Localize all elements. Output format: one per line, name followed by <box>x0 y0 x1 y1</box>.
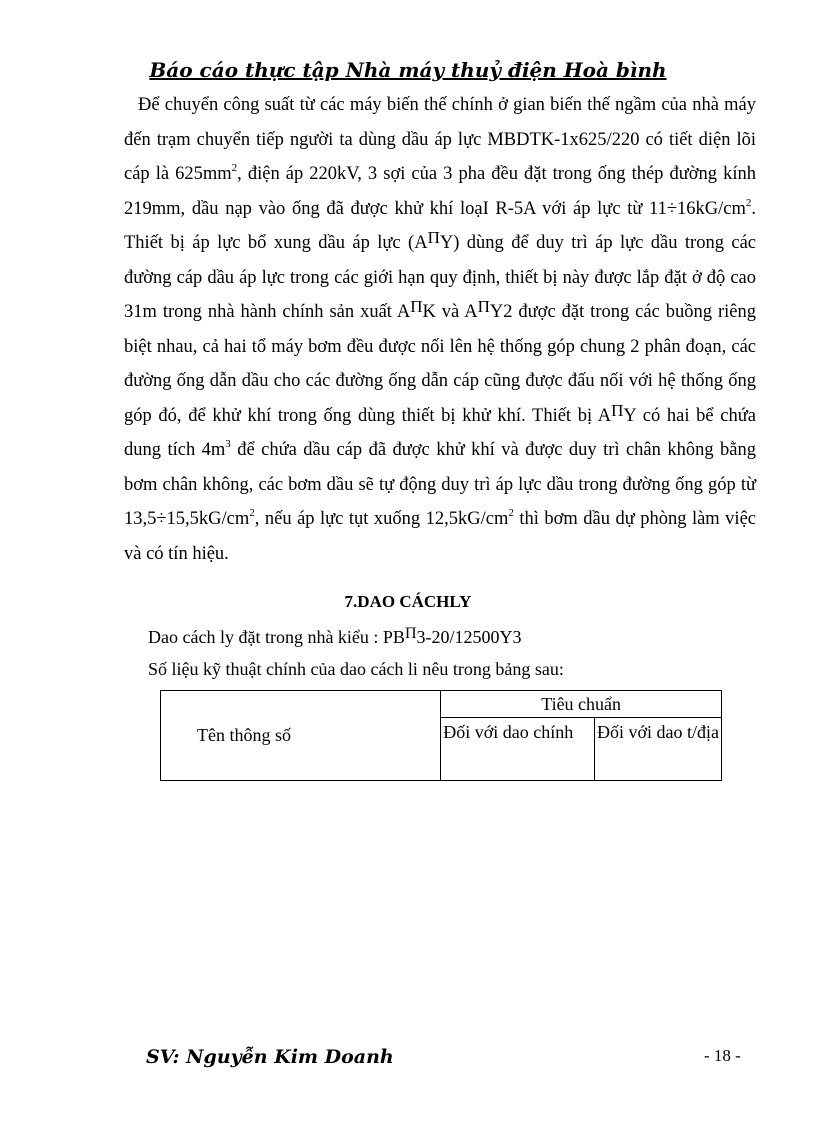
table-intro-line: Số liệu kỹ thuật chính của dao cách li nêu trong bảng sau: <box>148 659 564 679</box>
footer-author: SV: Nguyễn Kim Doanh <box>146 1046 394 1068</box>
page-number: - 18 - <box>704 1046 741 1065</box>
text-run: Y) dùng để duy trì áp lực dầu trong các đường cáp dầu áp lực trong các giới hạn quy định, thiết bị này được lắp đặt ở độ cao 31m trong nhà hành chính sản xuất A <box>124 233 756 322</box>
text-run: , điện áp 220kV, 3 sợi của 3 pha đều đặt trong ống thép đường kính 219mm, dầu nạp vào ống đã được khử khí loạI R-5A với áp lực từ 11÷16kG/cm <box>124 164 756 219</box>
body-paragraph <box>124 88 756 571</box>
text-run: thì bơm dầu dự phòng làm việc và có tín hiệu. <box>124 509 756 564</box>
pi-symbol: П <box>477 297 490 316</box>
pi-symbol: П <box>404 625 417 642</box>
ground-blade-column-header: Đối với dao t/địa <box>594 718 721 781</box>
param-name-header: Tên thông số <box>161 691 441 781</box>
text-run: , nếu áp lực tụt xuống 12,5kG/cm <box>254 509 509 529</box>
text-run: . Thiết bị áp lực bổ xung dầu áp lực (A <box>124 198 756 253</box>
pi-symbol: П <box>427 228 440 247</box>
spec-table <box>160 690 722 781</box>
superscript: 3 <box>225 438 231 450</box>
section-heading: 7.DAO CÁCHLY <box>344 592 472 611</box>
main-blade-column-header: Đối với dao chính <box>441 718 595 781</box>
standard-group-header: Tiêu chuẩn <box>441 691 722 718</box>
text-run: Dao cách ly đặt trong nhà kiểu : PB <box>148 627 405 647</box>
superscript: 2 <box>508 507 514 519</box>
disconnector-type-line <box>148 625 522 648</box>
text-run: để chứa dầu cáp đã được khử khí và được duy trì chân không bằng bơm chân không, các bơm dầu sẽ tự động duy trì áp lực dầu trong đường ống góp từ 13,5÷15,5kG/cm <box>124 440 756 529</box>
text-run: Y2 được đặt trong các buồng riêng biệt nhau, cả hai tổ máy bơm đều được nối lên hệ thống góp chung 2 phân đoạn, các đường ống dẫn dầu cho các đường ống dẫn cáp cũng được đấu nối với hệ thống ống góp đó, để khử khí trong ống dùng thiết bị khử khí. Thiết bị A <box>124 302 756 426</box>
text-run: Y có hai bể chứa dung tích 4m <box>124 405 756 460</box>
text-run: 3-20/12500Y3 <box>416 627 522 647</box>
pi-symbol: П <box>611 400 624 420</box>
superscript: 2 <box>745 196 752 209</box>
pi-symbol: П <box>410 297 423 316</box>
page-header-title: Báo cáo thực tập Nhà máy thuỷ điện Hoà bình <box>149 58 667 82</box>
text-run: Để chuyển công suất từ các máy biến thế chính ở gian biến thế ngầm của nhà máy đến trạm chuyển tiếp người ta dùng dầu áp lực MBDTK-1x625/220 có tiết diện lõi cáp là 625mm <box>124 95 756 184</box>
superscript: 2 <box>249 507 255 519</box>
text-run: K và A <box>422 302 478 322</box>
superscript: 2 <box>231 162 238 174</box>
